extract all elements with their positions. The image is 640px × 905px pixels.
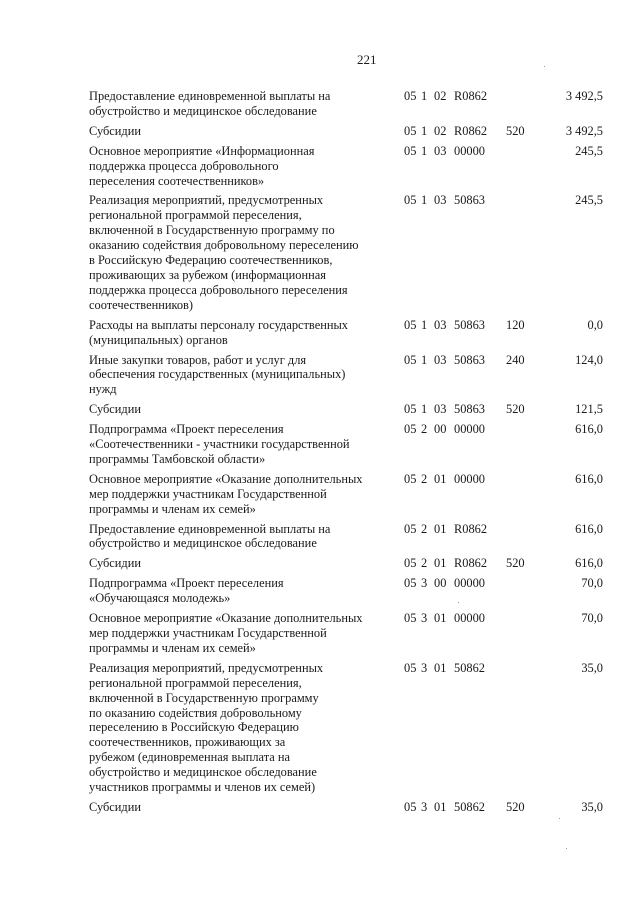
row-code-part: 00000 <box>454 576 485 591</box>
row-expense-type: 520 <box>506 799 525 814</box>
scan-speck <box>566 848 567 849</box>
row-code-part: 50862 <box>454 799 485 814</box>
row-code-part: 03 <box>434 402 447 417</box>
row-code-part: R0862 <box>454 123 488 138</box>
table-row <box>0 556 640 571</box>
row-code-part: 00000 <box>454 422 485 437</box>
row-code-part: 1 <box>421 89 428 103</box>
row-amount: 616,0 <box>575 471 603 486</box>
row-code-part: 03 <box>434 352 447 367</box>
row-code-part: 03 <box>434 143 447 158</box>
row-expense-type: 240 <box>506 352 525 367</box>
row-code <box>404 144 504 159</box>
row-code-part: 50863 <box>454 193 485 208</box>
row-amount: 616,0 <box>575 422 603 437</box>
row-code-part: 00000 <box>454 471 485 486</box>
table-row <box>0 472 640 517</box>
table-row <box>0 318 640 348</box>
row-code-part: 3 <box>421 611 428 626</box>
row-code-part: 02 <box>434 89 447 103</box>
row-code-part: 50862 <box>454 660 485 675</box>
row-code-part: 00 <box>434 422 447 437</box>
row-amount: 0,0 <box>587 317 603 332</box>
row-code-part: 1 <box>421 143 428 158</box>
row-code-part: 05 <box>404 352 417 367</box>
row-code-part: 03 <box>434 193 447 208</box>
row-code-part: 00 <box>434 576 447 591</box>
table-row <box>0 144 640 189</box>
row-amount: 35,0 <box>581 799 603 814</box>
row-code-part: 1 <box>421 352 428 367</box>
row-name: Субсидии <box>89 123 141 138</box>
row-code-part: 05 <box>404 317 417 332</box>
table-row <box>0 576 640 606</box>
row-amount: 245,5 <box>575 143 603 158</box>
row-amount: 3 492,5 <box>565 89 603 103</box>
scan-speck <box>458 602 459 603</box>
row-code-part: 01 <box>434 660 447 675</box>
row-code-part: 05 <box>404 422 417 437</box>
row-code <box>404 402 504 417</box>
row-name: Основное мероприятие «Информационная поддержка процесса добровольного переселения соотечественников» <box>89 143 315 188</box>
row-code <box>404 522 504 537</box>
row-code-part: 01 <box>434 556 447 571</box>
row-code-part: 05 <box>404 660 417 675</box>
row-code-part: 3 <box>421 660 428 675</box>
row-code-part: R0862 <box>454 556 488 571</box>
row-code-part: 05 <box>404 143 417 158</box>
row-code-part: 05 <box>404 193 417 208</box>
table-row <box>0 353 640 398</box>
row-code-part: 1 <box>421 317 428 332</box>
scan-speck <box>559 818 560 819</box>
row-code-part: 05 <box>404 471 417 486</box>
row-code-part: 05 <box>404 89 417 103</box>
row-name: Иные закупки товаров, работ и услуг для обеспечения государственных (муниципальных) нужд <box>89 352 346 397</box>
row-name: Субсидии <box>89 402 141 417</box>
row-name: Основное мероприятие «Оказание дополнительных мер поддержки участникам Государственной программы и членам их семей» <box>89 611 363 655</box>
row-amount: 70,0 <box>581 576 603 591</box>
row-code-part: 01 <box>434 799 447 814</box>
row-name: Субсидии <box>89 799 141 814</box>
table-row <box>0 611 640 656</box>
row-amount: 245,5 <box>575 193 603 208</box>
row-expense-type: 520 <box>506 402 525 417</box>
row-code-part: 05 <box>404 556 417 571</box>
scan-speck <box>544 66 545 67</box>
row-amount: 3 492,5 <box>565 123 603 138</box>
row-code <box>404 318 504 333</box>
table-row <box>0 422 640 467</box>
row-code-part: 3 <box>421 799 428 814</box>
row-name: Предоставление единовременной выплаты на обустройство и медицинское обследование <box>89 89 331 118</box>
row-code-part: 00000 <box>454 143 485 158</box>
row-code-part: 05 <box>404 576 417 591</box>
table-row <box>0 522 640 552</box>
row-code <box>404 124 504 139</box>
row-code <box>404 193 504 208</box>
row-code <box>404 576 504 591</box>
row-expense-type: 120 <box>506 317 525 332</box>
row-amount: 35,0 <box>581 660 603 675</box>
row-code-part: 50863 <box>454 402 485 417</box>
row-code-part: R0862 <box>454 89 488 103</box>
row-name: Реализация мероприятий, предусмотренных региональной программой переселения, включенной в Государственную программу по оказанию содействия добровольному переселению в Российскую Федерацию соотечественников, проживающих за рубежом (информационная поддержка процесса добровольного переселения соотечественников) <box>89 193 359 312</box>
row-amount: 616,0 <box>575 521 603 536</box>
row-code <box>404 800 504 815</box>
row-code-part: 05 <box>404 521 417 536</box>
row-code-part: 01 <box>434 471 447 486</box>
row-code-part: 05 <box>404 402 417 417</box>
row-name: Реализация мероприятий, предусмотренных региональной программой переселения, включенной в Государственную программу по оказанию содействия добровольному переселению в Российскую Федерацию соотечественников, проживающих за рубежом (единовременная выплата на обустройство и медицинское обследование участников программы и членов их семей) <box>89 660 324 795</box>
row-code-part: 03 <box>434 317 447 332</box>
row-code <box>404 556 504 571</box>
row-name: Предоставление единовременной выплаты на обустройство и медицинское обследование <box>89 521 331 551</box>
row-code-part: 05 <box>404 123 417 138</box>
row-code-part: 02 <box>434 123 447 138</box>
row-code-part: 2 <box>421 521 428 536</box>
row-amount: 70,0 <box>581 611 603 626</box>
row-code <box>404 611 504 626</box>
row-name: Основное мероприятие «Оказание дополнительных мер поддержки участникам Государственной программы и членам их семей» <box>89 471 363 516</box>
row-code <box>404 661 504 676</box>
row-code-part: 1 <box>421 402 428 417</box>
table-row <box>0 124 640 139</box>
table-row <box>0 661 640 795</box>
row-name: Расходы на выплаты персоналу государственных (муниципальных) органов <box>89 317 348 347</box>
row-amount: 124,0 <box>575 352 603 367</box>
row-code-part: 1 <box>421 123 428 138</box>
table-row <box>0 89 640 119</box>
row-amount: 121,5 <box>575 402 603 417</box>
row-code-part: 2 <box>421 471 428 486</box>
row-code-part: 01 <box>434 611 447 626</box>
row-code-part: 50863 <box>454 317 485 332</box>
row-code-part: R0862 <box>454 521 488 536</box>
row-code <box>404 353 504 368</box>
row-expense-type: 520 <box>506 123 525 138</box>
row-code-part: 00000 <box>454 611 485 626</box>
row-code-part: 1 <box>421 193 428 208</box>
table-row <box>0 402 640 417</box>
table-row <box>0 193 640 312</box>
row-code-part: 01 <box>434 521 447 536</box>
row-code <box>404 472 504 487</box>
budget-table <box>0 89 640 820</box>
row-name: Субсидии <box>89 556 141 571</box>
row-amount: 616,0 <box>575 556 603 571</box>
row-code-part: 50863 <box>454 352 485 367</box>
row-code-part: 05 <box>404 799 417 814</box>
row-code <box>404 422 504 437</box>
row-name: Подпрограмма «Проект переселения «Соотечественники - участники государственной программы Тамбовской области» <box>89 422 350 466</box>
row-code-part: 05 <box>404 611 417 626</box>
row-code <box>404 89 504 104</box>
page-number: 221 <box>357 52 377 67</box>
table-row <box>0 800 640 815</box>
row-expense-type: 520 <box>506 556 525 571</box>
row-code-part: 3 <box>421 576 428 591</box>
row-code-part: 2 <box>421 556 428 571</box>
row-name: Подпрограмма «Проект переселения «Обучающаяся молодежь» <box>89 576 284 606</box>
row-code-part: 2 <box>421 422 428 437</box>
